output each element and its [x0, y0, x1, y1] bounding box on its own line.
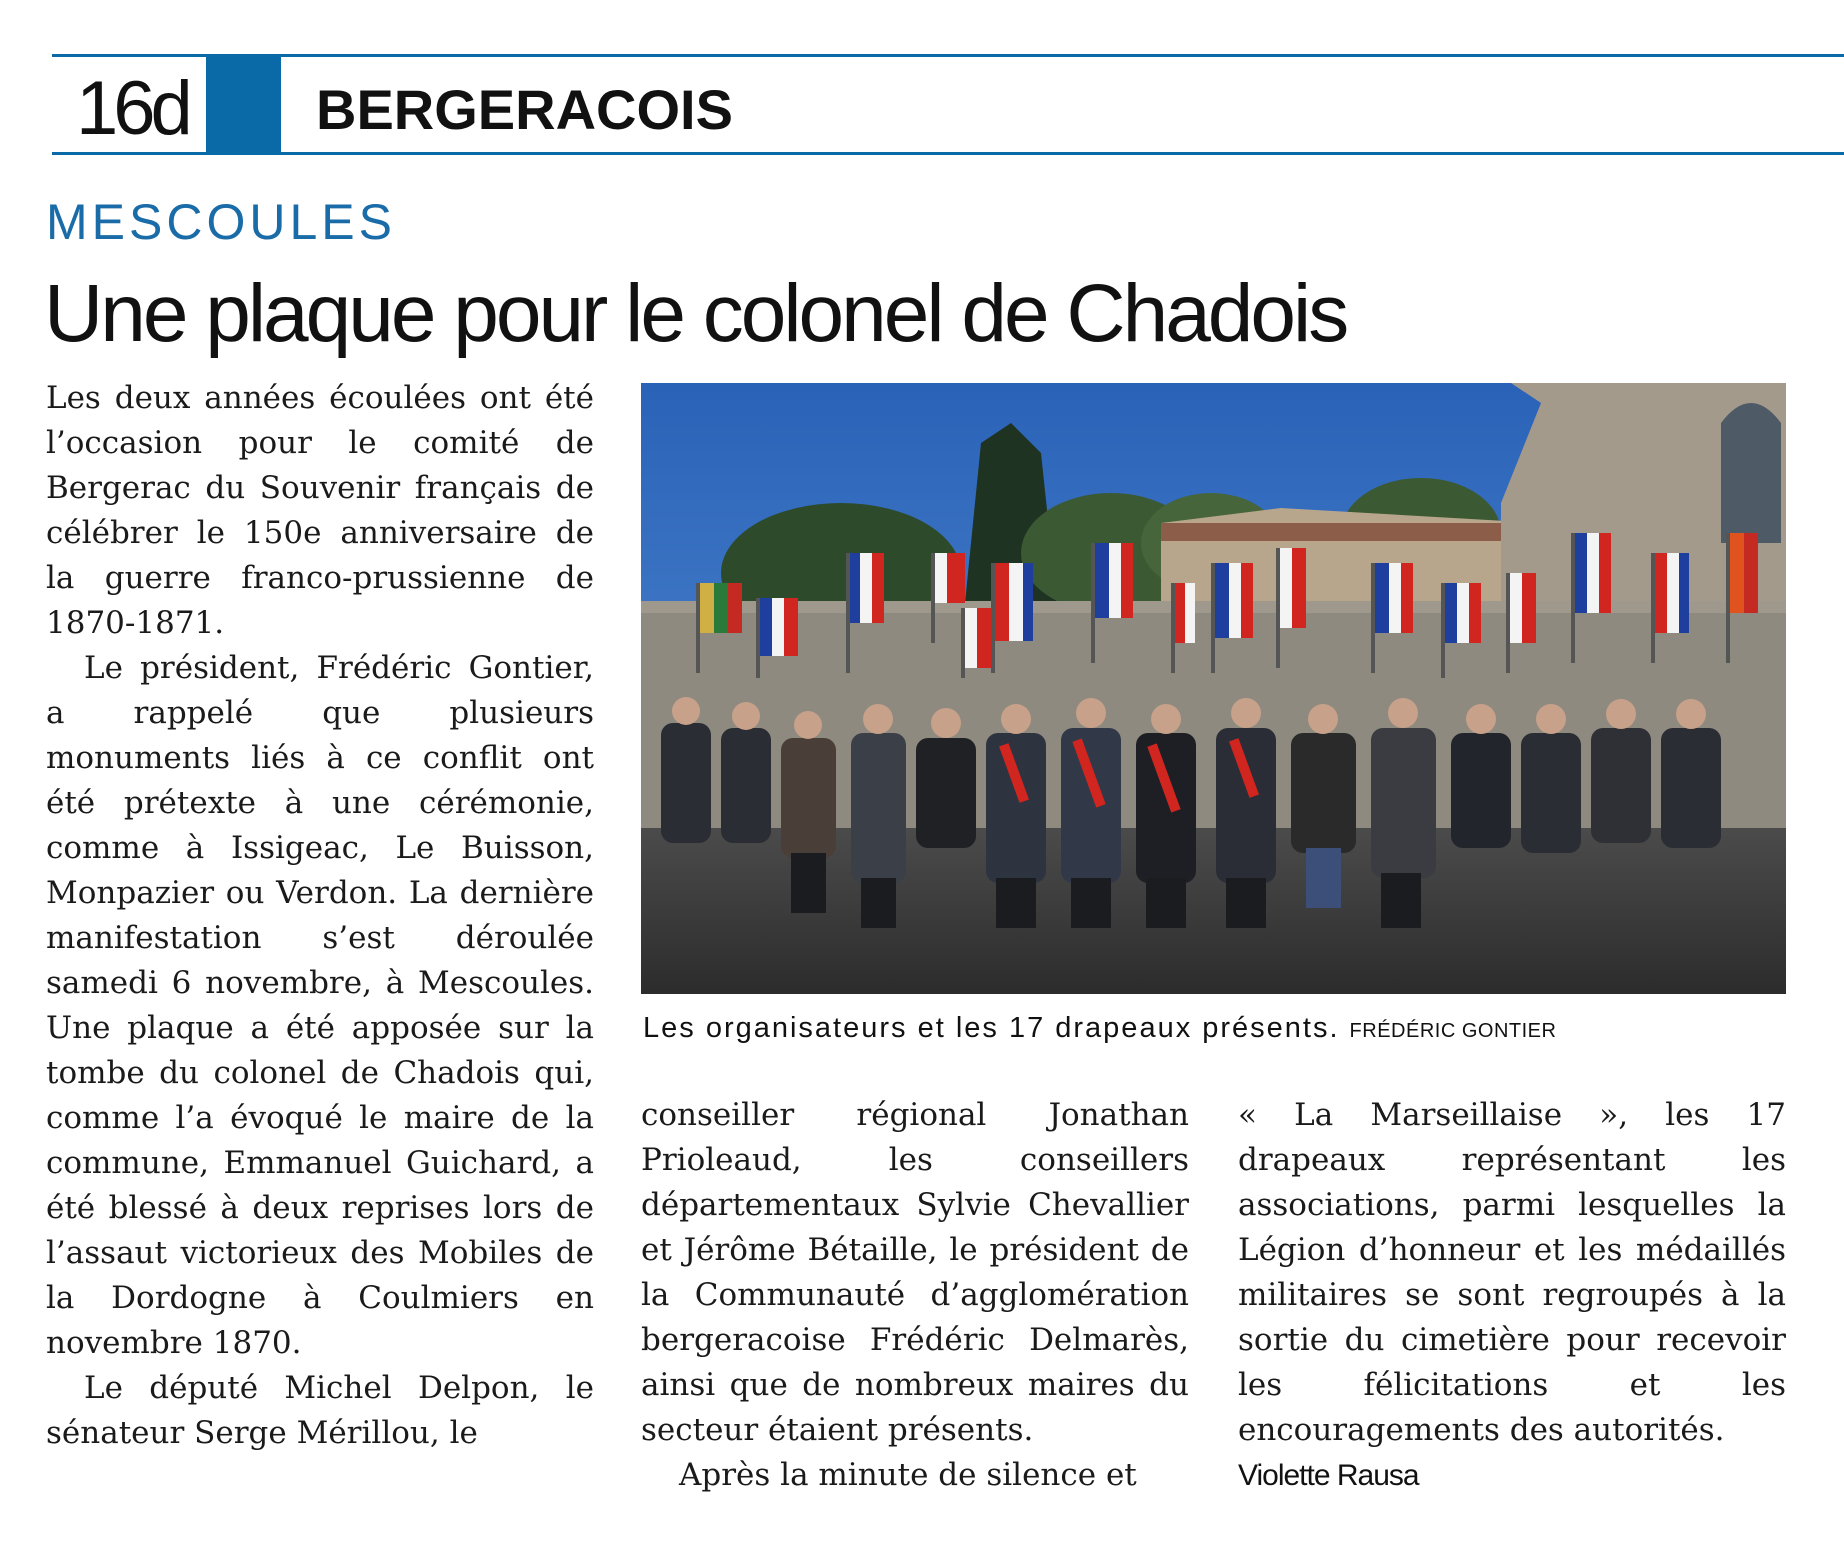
article-headline: Une plaque pour le colonel de Chadois: [44, 268, 1347, 359]
header-color-block: [206, 57, 281, 152]
paragraph-4-continued: « La Marseillaise », les 17 drapeaux représentant les associations, parmi lesquelles la Légion d’honneur et les médaillés militaires se sont regroupés à la sortie du cimetière pour recevoir les félicitations et les encouragements des autorités.: [1238, 1097, 1786, 1448]
ceremony-photo-image: [641, 383, 1786, 994]
section-title: BERGERACOIS: [316, 78, 733, 141]
paragraph-4-start: Après la minute de silence et: [679, 1457, 1137, 1493]
article-column-1: [46, 376, 594, 1456]
paragraph-3-start: Le député Michel Delpon, le sénateur Serge Mérillou, le: [46, 1370, 594, 1451]
paragraph-3-continued: conseiller régional Jonathan Prioleaud, les conseillers départementaux Sylvie Chevallier et Jérôme Bétaille, le président de la Communauté d’agglomération bergeracoise Frédéric Delmarès, ainsi que de nombreux maires du secteur étaient présents.: [641, 1097, 1189, 1448]
header-bottom-rule: [52, 152, 1844, 155]
photo-caption: [643, 1008, 1556, 1051]
article-kicker: MESCOULES: [46, 194, 396, 250]
paragraph-2: Le président, Frédéric Gontier, a rappelé que plusieurs monuments liés à ce conflit ont été prétexte à une cérémonie, comme à Issigeac, Le Buisson, Monpazier ou Verdon. La dernière manifestation s’est déroulée samedi 6 novembre, à Mescoules. Une plaque a été apposée sur la tombe du colonel de Chadois qui, comme l’a évoqué le maire de la commune, Emmanuel Guichard, a été blessé à deux reprises lors de l’assaut victorieux des Mobiles de la Dordogne à Coulmiers en novembre 1870.: [46, 650, 594, 1361]
article-photo: [641, 383, 1786, 994]
article-column-2: [641, 1093, 1189, 1498]
paragraph-1: Les deux années écoulées ont été l’occasion pour le comité de Bergerac du Souvenir français de célébrer le 150e anniversaire de la guerre franco-prussienne de 1870-1871.: [46, 380, 594, 641]
photo-caption-text: Les organisateurs et les 17 drapeaux présents.: [643, 1012, 1340, 1044]
page-number: 16d: [76, 66, 188, 151]
article-column-3: [1238, 1093, 1786, 1497]
article-author: Violette Rausa: [1238, 1459, 1419, 1492]
photo-credit: FRÉDÉRIC GONTIER: [1349, 1020, 1557, 1042]
header-top-rule: [52, 54, 1844, 57]
